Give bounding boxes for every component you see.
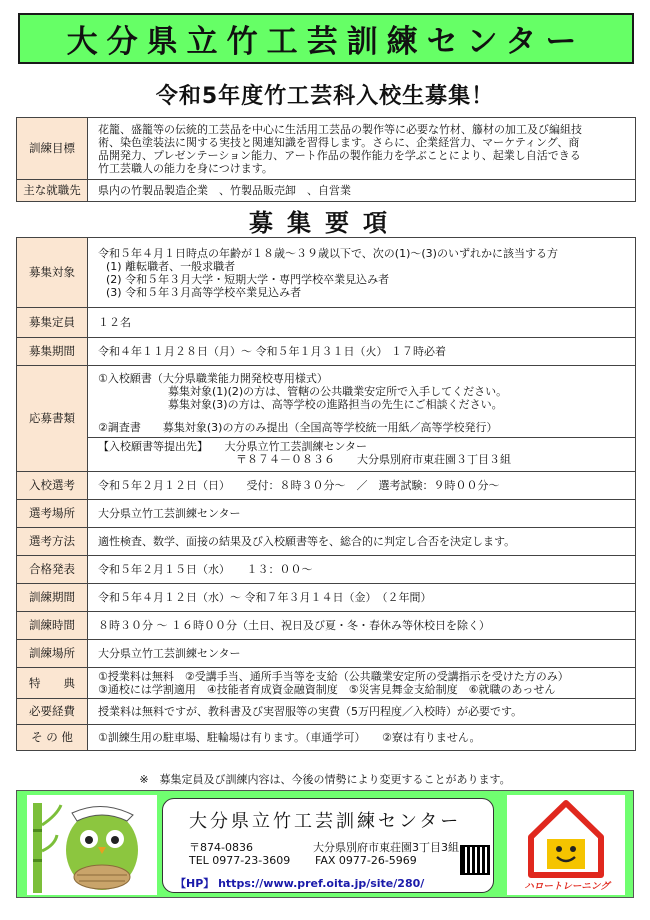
row-benefits xyxy=(17,668,636,699)
label-documents: 応募書類 xyxy=(17,366,88,472)
page-subtitle: 令和5年度竹工芸科入校生募集！ xyxy=(155,83,495,109)
text-line: 令和５年４月１日時点の年齢が１８歳～３９歳以下で、次の(1)～(3)のいずれかに該当する方 xyxy=(98,246,558,260)
submission-box xyxy=(88,437,635,466)
text-line: 〒８７４－０８３６ 大分県別府市東荘園３丁目３組 xyxy=(236,452,511,466)
page-banner-title: 大分県立竹工芸訓練センター xyxy=(18,13,634,64)
row-costs xyxy=(17,699,636,725)
mascot-icon xyxy=(27,795,157,895)
bamboo-mascot-illustration xyxy=(27,795,157,895)
value-training-goal xyxy=(88,118,636,180)
row-target xyxy=(17,238,636,308)
text-line: ①授業料は無料 ②受講手当、通所手当等を支給（公共職業安定所の受講指示を受けた方のみ） xyxy=(98,670,569,683)
label-training-time: 訓練時間 xyxy=(17,612,88,640)
label-other: そ の 他 xyxy=(17,725,88,751)
address: 大分県別府市東荘園3丁目3組 xyxy=(313,841,459,854)
row-employment xyxy=(17,180,636,202)
text-line: 県内の竹製品製造企業 、竹製品販売卸 、自営業 xyxy=(98,184,351,197)
label-period: 募集期間 xyxy=(17,338,88,366)
org-name: 大分県立竹工芸訓練センター xyxy=(189,811,462,832)
value-exam-method: 適性検査、数学、面接の結果及び入校願書等を、総合的に判定し合否を決定します。 xyxy=(88,528,636,556)
overview-table xyxy=(16,117,636,202)
text-line: 募集対象(1)(2)の方は、管轄の公共職業安定所で入手してください。 xyxy=(168,384,508,398)
row-training-place xyxy=(17,640,636,668)
text-line: 【入校願書等提出先】 大分県立竹工芸訓練センター xyxy=(98,439,368,453)
value-employment xyxy=(88,180,636,202)
row-exam-place xyxy=(17,500,636,528)
row-training-goal xyxy=(17,118,636,180)
text-line: (1) 離転職者、一般求職者 xyxy=(106,259,236,273)
row-training-period xyxy=(17,584,636,612)
fax: FAX 0977-26-5969 xyxy=(315,854,417,867)
label-exam-method: 選考方法 xyxy=(17,528,88,556)
row-announce xyxy=(17,556,636,584)
logo-text: ハロートレーニング xyxy=(524,881,610,892)
label-training-period: 訓練期間 xyxy=(17,584,88,612)
row-exam-method xyxy=(17,528,636,556)
qr-code-icon xyxy=(460,845,490,875)
text-line: ①入校願書（大分県職業能力開発校専用様式） xyxy=(98,371,328,385)
row-documents xyxy=(17,366,636,472)
label-costs: 必要経費 xyxy=(17,699,88,725)
label-benefits: 特 典 xyxy=(17,668,88,699)
label-training-goal: 訓練目標 xyxy=(17,118,88,180)
text-line: 品開発力、プレゼンテーション能力、アート作品の製作能力を学ぶことにより、起業し自活できる xyxy=(98,148,581,162)
value-exam-place: 大分県立竹工芸訓練センター xyxy=(88,500,636,528)
footer-panel xyxy=(16,790,634,898)
change-note: ※ 募集定員及び訓練内容は、今後の情勢により変更することがあります。 xyxy=(139,773,511,786)
text-line: (3) 令和５年３月高等学校卒業見込み者 xyxy=(106,285,302,299)
section-title: 募集要項 xyxy=(249,208,401,237)
value-announce: 令和５年２月１５日（水） １３：００～ xyxy=(88,556,636,584)
label-capacity: 募集定員 xyxy=(17,308,88,338)
label-exam: 入校選考 xyxy=(17,472,88,500)
contact-card xyxy=(162,798,494,893)
text-line: (2) 令和５年３月大学・短期大学・専門学校卒業見込み者 xyxy=(106,272,390,286)
tel: TEL 0977-23-3609 xyxy=(189,854,291,867)
value-benefits xyxy=(88,668,636,699)
row-exam xyxy=(17,472,636,500)
text-line: 花籠、盛籠等の伝統的工芸品を中心に生活用工芸品の製作等に必要な竹材、籐材の加工及び編組技 xyxy=(98,122,582,136)
text-line: ③通校には学割適用 ④技能者育成資金融資制度 ⑤災害見舞金支給制度 ⑥就職のあっせん xyxy=(98,683,556,696)
homepage-link[interactable]: 【HP】 https://www.pref.oita.jp/site/280/ xyxy=(175,877,425,890)
hello-training-logo xyxy=(507,795,625,895)
label-target: 募集対象 xyxy=(17,238,88,308)
text-line: 術、染色塗装法に関する実技と関連知識を習得します。さらに、企業経営力、マーケティング、商 xyxy=(98,135,580,149)
text-line: 募集対象(3)の方は、高等学校の進路担当の先生にご相談ください。 xyxy=(168,397,503,411)
value-training-place: 大分県立竹工芸訓練センター xyxy=(88,640,636,668)
row-other xyxy=(17,725,636,751)
value-costs: 授業料は無料ですが、教科書及び実習服等の実費（5万円程度／入校時）が必要です。 xyxy=(88,699,636,725)
label-announce: 合格発表 xyxy=(17,556,88,584)
label-exam-place: 選考場所 xyxy=(17,500,88,528)
value-capacity: １２名 xyxy=(88,308,636,338)
value-documents xyxy=(88,366,636,472)
value-exam: 令和５年２月１２日（日） 受付：８時３０分～ ／ 選考試験：９時００分～ xyxy=(88,472,636,500)
value-period: 令和４年１１月２８日（月）～ 令和５年１月３１日（火） １７時必着 xyxy=(88,338,636,366)
value-target xyxy=(88,238,636,308)
label-training-place: 訓練場所 xyxy=(17,640,88,668)
value-other: ①訓練生用の駐車場、駐輪場は有ります。（車通学可） ②寮は有りません。 xyxy=(88,725,636,751)
text-line: ②調査書 募集対象(3)の方のみ提出（全国高等学校統一用紙／高等学校発行） xyxy=(98,420,498,434)
label-employment: 主な就職先 xyxy=(17,180,88,202)
row-training-time xyxy=(17,612,636,640)
requirements-table xyxy=(16,237,636,751)
row-period xyxy=(17,338,636,366)
value-training-period: 令和５年４月１２日（水）～ 令和７年３月１４日（金） （２年間） xyxy=(88,584,636,612)
postal-code: 〒874-0836 xyxy=(189,841,253,854)
row-capacity xyxy=(17,308,636,338)
house-smile-icon xyxy=(507,795,625,879)
value-training-time: ８時３０分 ～ １６時００分（土日、祝日及び夏・冬・春休み等休校日を除く） xyxy=(88,612,636,640)
text-line: 竹工芸職人の能力を身につけます。 xyxy=(98,161,273,175)
